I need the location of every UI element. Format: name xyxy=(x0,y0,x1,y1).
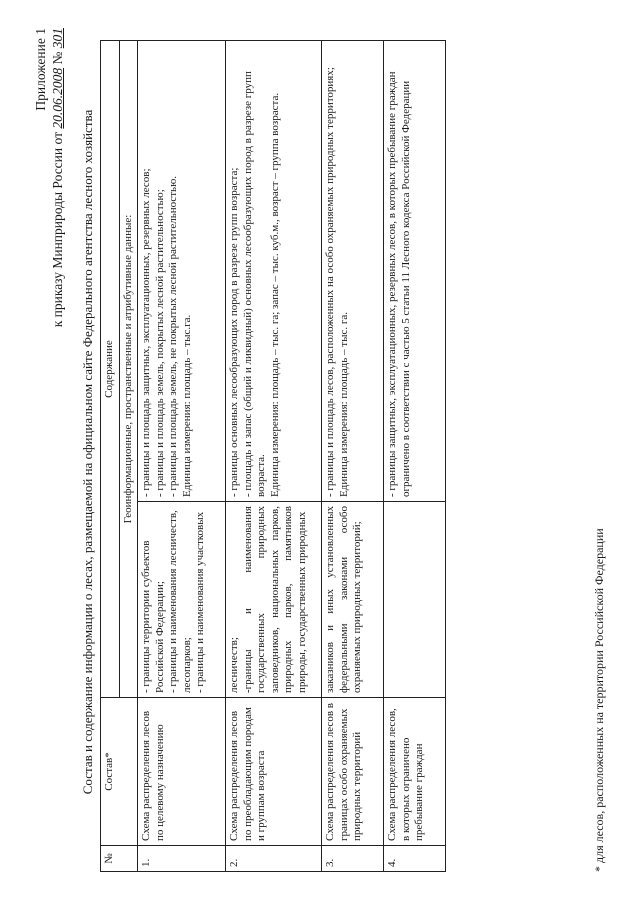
header-number: № xyxy=(101,846,138,872)
table-header-row xyxy=(101,41,120,872)
geo-line: - границы территории субъектов Российской Федерации; xyxy=(140,540,166,693)
row-number: 3. xyxy=(322,846,384,872)
table-row xyxy=(384,41,446,872)
content-line: Единица измерения: площадь – тыс. га. xyxy=(337,311,350,497)
information-table xyxy=(100,40,446,872)
header-geo-data: Геоинформационные, пространственные и атрибутивные данные: xyxy=(119,41,138,698)
row-content-cell xyxy=(138,41,226,502)
row-name: Схема распределения лесов по преобладающим породам и группам возраста xyxy=(226,698,322,846)
order-number: 301 xyxy=(50,28,65,49)
table-row xyxy=(322,41,384,872)
row-content-cell xyxy=(384,41,446,502)
row-geo-cell xyxy=(226,502,322,698)
row-number: 4. xyxy=(384,846,446,872)
row-name: Схема распределения лесов в границах особо охраняемых природных территорий xyxy=(322,698,384,846)
row-content-cell xyxy=(226,41,322,502)
content-line: Единица измерения: площадь – тыс.га. xyxy=(180,314,193,497)
row-number: 1. xyxy=(138,846,226,872)
document-title: Состав и содержание информации о лесах, размещаемой на официальном сайте Федерального агентства лесного хозяйства xyxy=(80,109,95,795)
order-date: 20.06.2008 xyxy=(50,67,65,129)
rotated-document-page xyxy=(20,12,620,892)
row-number: 2. xyxy=(226,846,322,872)
content-line: - границы и площадь лесов, расположенных на особо охраняемых природных территориях; xyxy=(324,67,336,497)
geo-line: заказников и иных установленных федеральными законами особо охраняемых природных территорий; xyxy=(324,506,363,693)
content-line: Единица измерения: площадь – тыс. га; запас – тыс. куб.м., возраст – группа возраста. xyxy=(268,92,281,497)
content-line: - границы и площадь земель, покрытых лесной растительностью; xyxy=(153,189,166,497)
row-geo-cell xyxy=(322,502,384,698)
row-name: Схема распределения лесов по целевому назначению xyxy=(138,698,226,846)
header-composition: Состав* xyxy=(101,698,138,846)
content-line: - границы основных лесообразующих пород в разрезе групп возраста; xyxy=(228,167,240,497)
order-number-sign: № xyxy=(50,51,65,65)
row-geo-cell xyxy=(384,502,446,698)
appendix-header xyxy=(32,28,66,327)
geo-line: -границы и наименования государственных природных заповедников, национальных парков, природных парков, памятников природы, государственных природных xyxy=(241,506,308,693)
table-row xyxy=(226,41,322,872)
content-line: - площадь и запас (общий и ликвидный) основных лесообразующих пород в разрезе групп возраста. xyxy=(241,71,267,497)
content-line: - границы и площадь защитных, эксплуатационных, резервных лесов; xyxy=(140,168,152,497)
row-content-cell xyxy=(322,41,384,502)
geo-line: лесничеств; xyxy=(228,637,240,693)
appendix-label: Приложение 1 xyxy=(33,28,48,111)
geo-line: - границы и наименования участковых xyxy=(194,511,206,693)
order-prefix: к приказу Минприроды России от xyxy=(50,132,65,328)
footnote: * для лесов, расположенных на территории Российской Федерации xyxy=(592,528,606,872)
content-line: - границы и площадь земель, не покрытых лесной растительностью. xyxy=(167,175,179,497)
table-row xyxy=(138,41,226,872)
row-name: Схема распределения лесов, в которых ограничено пребывание граждан xyxy=(384,698,446,846)
header-content: Содержание xyxy=(101,41,120,698)
content-line: - границы защитных, эксплуатационных, резервных лесов, в которых пребывание граждан ограничено в соответствии с частью 5 статьи 11 Лесного кодекса Российской Федерации xyxy=(386,71,412,497)
geo-line: - границы и наименования лесничеств, лесопарков; xyxy=(167,510,193,693)
row-geo-cell xyxy=(138,502,226,698)
order-reference xyxy=(49,28,66,327)
